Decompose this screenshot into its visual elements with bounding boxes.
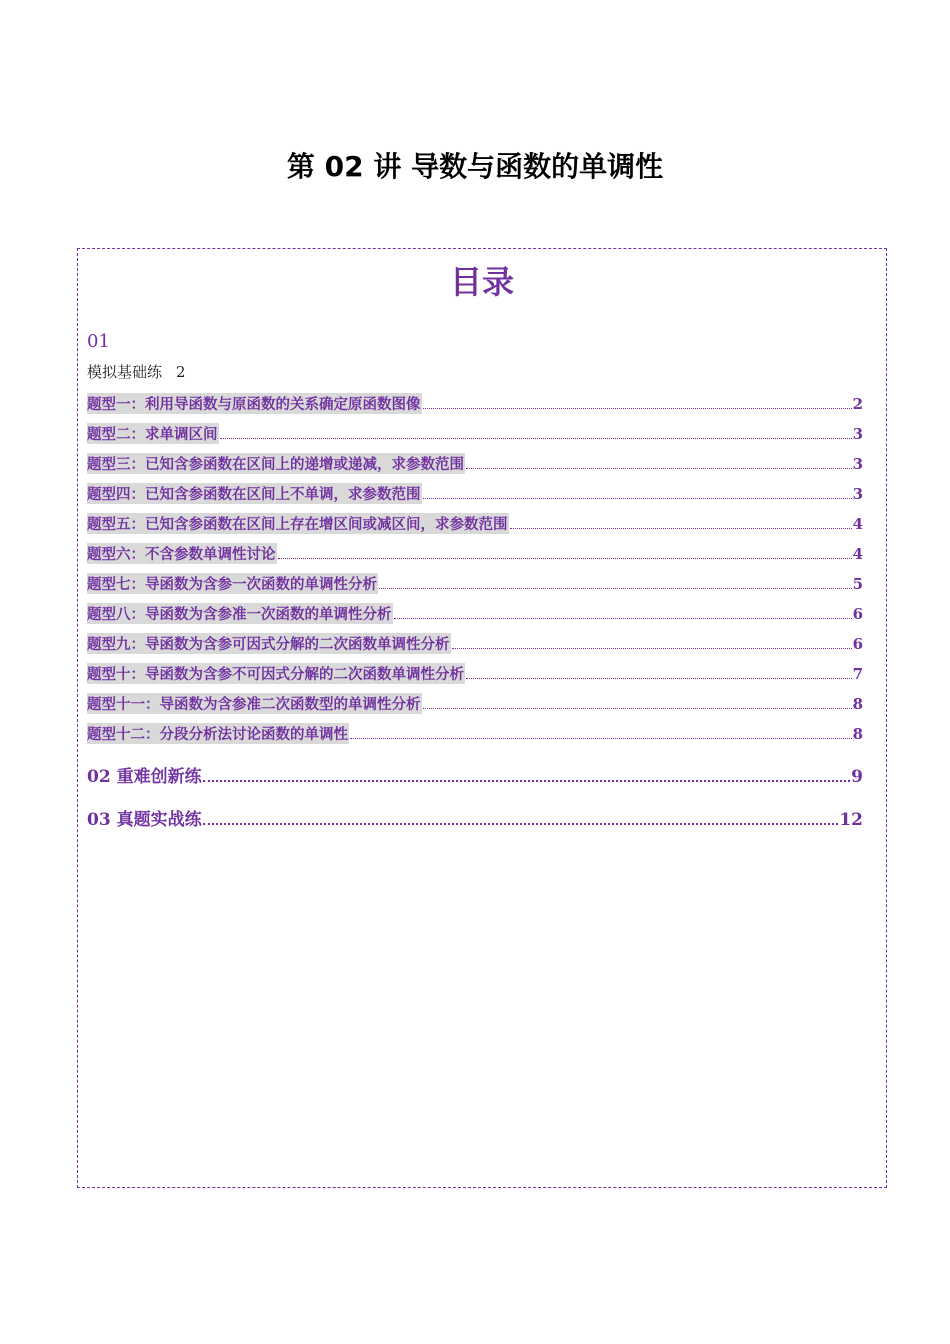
- toc-heading: 目录: [449, 263, 514, 301]
- toc-leader-dots: [220, 437, 852, 439]
- toc-leader-dots: [423, 497, 852, 499]
- toc-item-4[interactable]: [87, 483, 863, 505]
- toc-sub-page: 2: [176, 363, 186, 381]
- toc-item-8[interactable]: [87, 603, 863, 625]
- toc-sub-basic-practice[interactable]: [87, 361, 186, 382]
- toc-item-label: 题型十一：导函数为含参准二次函数型的单调性分析: [87, 693, 422, 714]
- toc-item-label: 题型十：导函数为含参不可因式分解的二次函数单调性分析: [87, 663, 465, 684]
- toc-item-page: 5: [852, 575, 863, 593]
- toc-item-label: 题型九：导函数为含参可因式分解的二次函数单调性分析: [87, 633, 451, 654]
- toc-section-page: 12: [839, 810, 863, 830]
- toc-leader-dots: [203, 822, 839, 825]
- toc-section-03[interactable]: [87, 805, 863, 830]
- toc-item-page: 2: [852, 395, 863, 413]
- toc-item-5[interactable]: [87, 513, 863, 535]
- toc-leader-dots: [394, 617, 852, 619]
- toc-leader-dots: [466, 677, 852, 679]
- toc-leader-dots: [452, 647, 852, 649]
- toc-item-label: 题型十二：分段分析法讨论函数的单调性: [87, 723, 349, 744]
- toc-item-12[interactable]: [87, 723, 863, 745]
- toc-section-page: 9: [851, 767, 863, 787]
- toc-item-label: 题型二：求单调区间: [87, 423, 219, 444]
- toc-item-label: 题型六：不含参数单调性讨论: [87, 543, 277, 564]
- toc-item-9[interactable]: [87, 633, 863, 655]
- toc-item-page: 6: [852, 635, 863, 653]
- toc-item-page: 4: [852, 545, 863, 563]
- toc-item-page: 6: [852, 605, 863, 623]
- toc-item-7[interactable]: [87, 573, 863, 595]
- toc-leader-dots: [203, 779, 851, 782]
- toc-section-label: 03 真题实战练: [87, 810, 202, 830]
- toc-box: [77, 248, 887, 1188]
- toc-item-11[interactable]: [87, 693, 863, 715]
- toc-leader-dots: [379, 587, 852, 589]
- toc-item-label: 题型五：已知含参函数在区间上存在增区间或减区间，求参数范围: [87, 513, 509, 534]
- toc-item-label: 题型八：导函数为含参准一次函数的单调性分析: [87, 603, 393, 624]
- toc-item-label: 题型一：利用导函数与原函数的关系确定原函数图像: [87, 393, 422, 414]
- toc-item-page: 8: [852, 725, 863, 743]
- toc-leader-dots: [423, 707, 852, 709]
- toc-item-page: 8: [852, 695, 863, 713]
- toc-section-01[interactable]: 01: [87, 331, 110, 352]
- toc-leader-dots: [350, 737, 852, 739]
- toc-item-6[interactable]: [87, 543, 863, 565]
- toc-leader-dots: [423, 407, 852, 409]
- toc-item-label: 题型三：已知含参函数在区间上的递增或递减，求参数范围: [87, 453, 465, 474]
- toc-item-page: 7: [852, 665, 863, 683]
- toc-item-page: 3: [852, 485, 863, 503]
- toc-leader-dots: [510, 527, 852, 529]
- toc-leader-dots: [278, 557, 852, 559]
- toc-item-page: 4: [852, 515, 863, 533]
- toc-section-label: 02 重难创新练: [87, 767, 202, 787]
- toc-item-page: 3: [852, 455, 863, 473]
- toc-item-1[interactable]: [87, 393, 863, 415]
- toc-leader-dots: [466, 467, 852, 469]
- page-title: 第 02 讲 导数与函数的单调性: [286, 150, 664, 183]
- toc-item-2[interactable]: [87, 423, 863, 445]
- toc-item-page: 3: [852, 425, 863, 443]
- toc-item-label: 题型四：已知含参函数在区间上不单调，求参数范围: [87, 483, 422, 504]
- toc-item-label: 题型七：导函数为含参一次函数的单调性分析: [87, 573, 378, 594]
- toc-sub-label: 模拟基础练: [87, 363, 163, 381]
- toc-item-10[interactable]: [87, 663, 863, 685]
- toc-section-02[interactable]: [87, 762, 863, 787]
- toc-item-3[interactable]: [87, 453, 863, 475]
